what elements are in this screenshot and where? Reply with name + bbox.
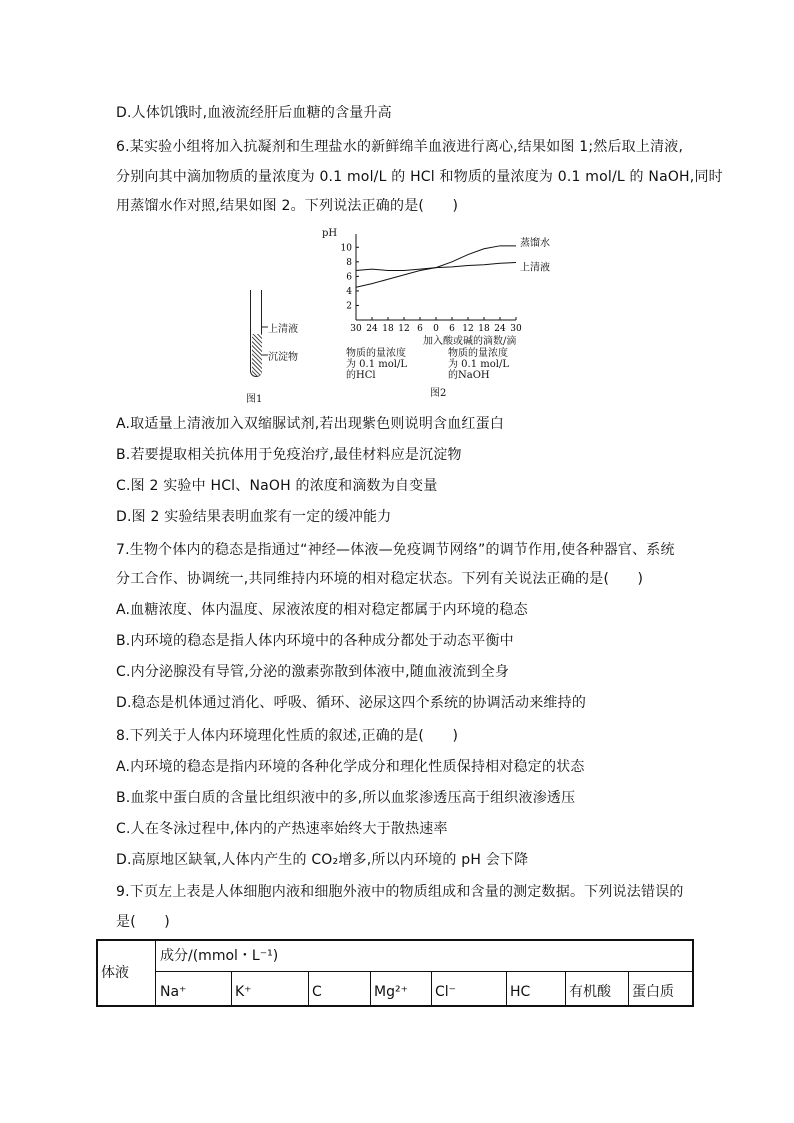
y-tick-label: 10 [340,243,352,254]
q7-option-d: D.稳态是机体通过消化、呼吸、循环、泌尿这四个系统的协调活动来维持的 [116,695,587,711]
x-tick-label: 6 [417,324,423,334]
right-note: 物质的量浓度 为 0.1 mol/L 的NaOH [448,348,509,381]
x-tick-label: 24 [494,324,506,334]
table-group-header: 成分/(mmol・L⁻¹) [160,948,279,964]
q6-option-b: B.若要提取相关抗体用于免疫治疗,最佳材料应是沉淀物 [116,447,462,463]
figure-1-leaders [236,290,316,400]
x-tick-label: 18 [478,324,490,334]
q9-stem-line2: 是( ) [116,914,170,930]
q6-option-c: C.图 2 实验中 HCl、NaOH 的浓度和滴数为自变量 [116,478,438,494]
x-tick-label: 30 [350,324,362,334]
figure-2-chart [322,228,560,399]
table-col-c: C [312,984,322,1000]
series-line-0 [356,246,516,287]
table-col-cl: Cl⁻ [435,984,457,1000]
q7-stem-line1: 7.生物个体内的稳态是指通过“神经—体液—免疫调节网络”的调节作用,使各种器官、系统 [116,542,675,558]
x-tick-label: 6 [449,324,455,334]
figure-1 [236,290,316,405]
q8-option-d: D.高原地区缺氧,人体内产生的 CO₂增多,所以内环境的 pH 会下降 [116,852,529,868]
x-tick-label: 24 [366,324,378,334]
y-tick-label: 2 [346,301,352,312]
q8-option-a: A.内环境的稳态是指内环境的各种化学成分和理化性质保持相对稳定的状态 [116,759,585,775]
q5-option-d: D.人体饥饿时,血液流经肝后血糖的含量升高 [116,105,392,121]
series-line-1 [356,263,516,271]
y-tick-label: 6 [346,272,352,283]
label-supernatant: 上清液 [268,324,298,335]
q6-stem-line3: 用蒸馏水作对照,结果如图 2。下列说法正确的是( ) [116,198,459,214]
q6-stem-line2: 分别向其中滴加物质的量浓度为 0.1 mol/L 的 HCl 和物质的量浓度为 0.1 mol/L 的 NaOH,同时 [116,169,723,185]
x-axis-label: 加入酸或碱的滴数/滴 [423,336,517,347]
figure-2-caption: 图2 [430,388,447,399]
table-col-na: Na⁺ [160,984,187,1000]
q8-option-b: B.血浆中蛋白质的含量比组织液中的多,所以血浆渗透压高于组织液渗透压 [116,790,576,806]
label-sediment: 沉淀物 [268,352,298,363]
x-tick-label: 18 [382,324,394,334]
y-tick-label: 8 [346,257,352,268]
series-label-0: 蒸馏水 [520,237,550,249]
table-col-hc: HC [510,984,531,1000]
q6-option-a: A.取适量上清液加入双缩脲试剂,若出现紫色则说明含血红蛋白 [116,416,505,432]
x-tick-label: 0 [433,324,439,334]
table-col-mg: Mg²⁺ [374,984,408,1000]
q7-option-a: A.血糖浓度、体内温度、尿液浓度的相对稳定都属于内环境的稳态 [116,602,528,618]
table-col-protein: 蛋白质 [632,984,674,1000]
q9-stem-line1: 9.下页左上表是人体细胞内液和细胞外液中的物质组成和含量的测定数据。下列说法错误的 [116,884,684,900]
x-tick-label: 30 [510,324,522,334]
left-note: 物质的量浓度 为 0.1 mol/L 的HCl [346,348,407,381]
x-tick-label: 12 [398,324,410,334]
q8-stem: 8.下列关于人体内环境理化性质的叙述,正确的是( ) [116,728,459,744]
q8-option-c: C.人在冬泳过程中,体内的产热速率始终大于散热速率 [116,821,448,837]
table-row-header: 体液 [101,965,129,981]
series-label-1: 上清液 [520,262,550,274]
table-col-k: K⁺ [235,984,252,1000]
q7-stem-line2: 分工合作、协调统一,共同维持内环境的相对稳定状态。下列有关说法正确的是( ) [116,571,644,587]
q6-stem-line1: 6.某实验小组将加入抗凝剂和生理盐水的新鲜绵羊血液进行离心,结果如图 1;然后取上清液, [116,139,684,155]
q6-option-d: D.图 2 实验结果表明血浆有一定的缓冲能力 [116,509,392,525]
q7-option-c: C.内分泌腺没有导管,分泌的激素弥散到体液中,随血液流到全身 [116,664,510,680]
figure-1-caption: 图1 [246,394,263,405]
composition-table [96,939,694,1007]
y-tick-label: 4 [346,286,352,297]
x-tick-label: 12 [462,324,474,334]
q7-option-b: B.内环境的稳态是指人体内环境中的各种成分都处于动态平衡中 [116,633,514,649]
y-axis-label: pH [322,228,338,239]
table-col-organic-acid: 有机酸 [569,984,611,1000]
